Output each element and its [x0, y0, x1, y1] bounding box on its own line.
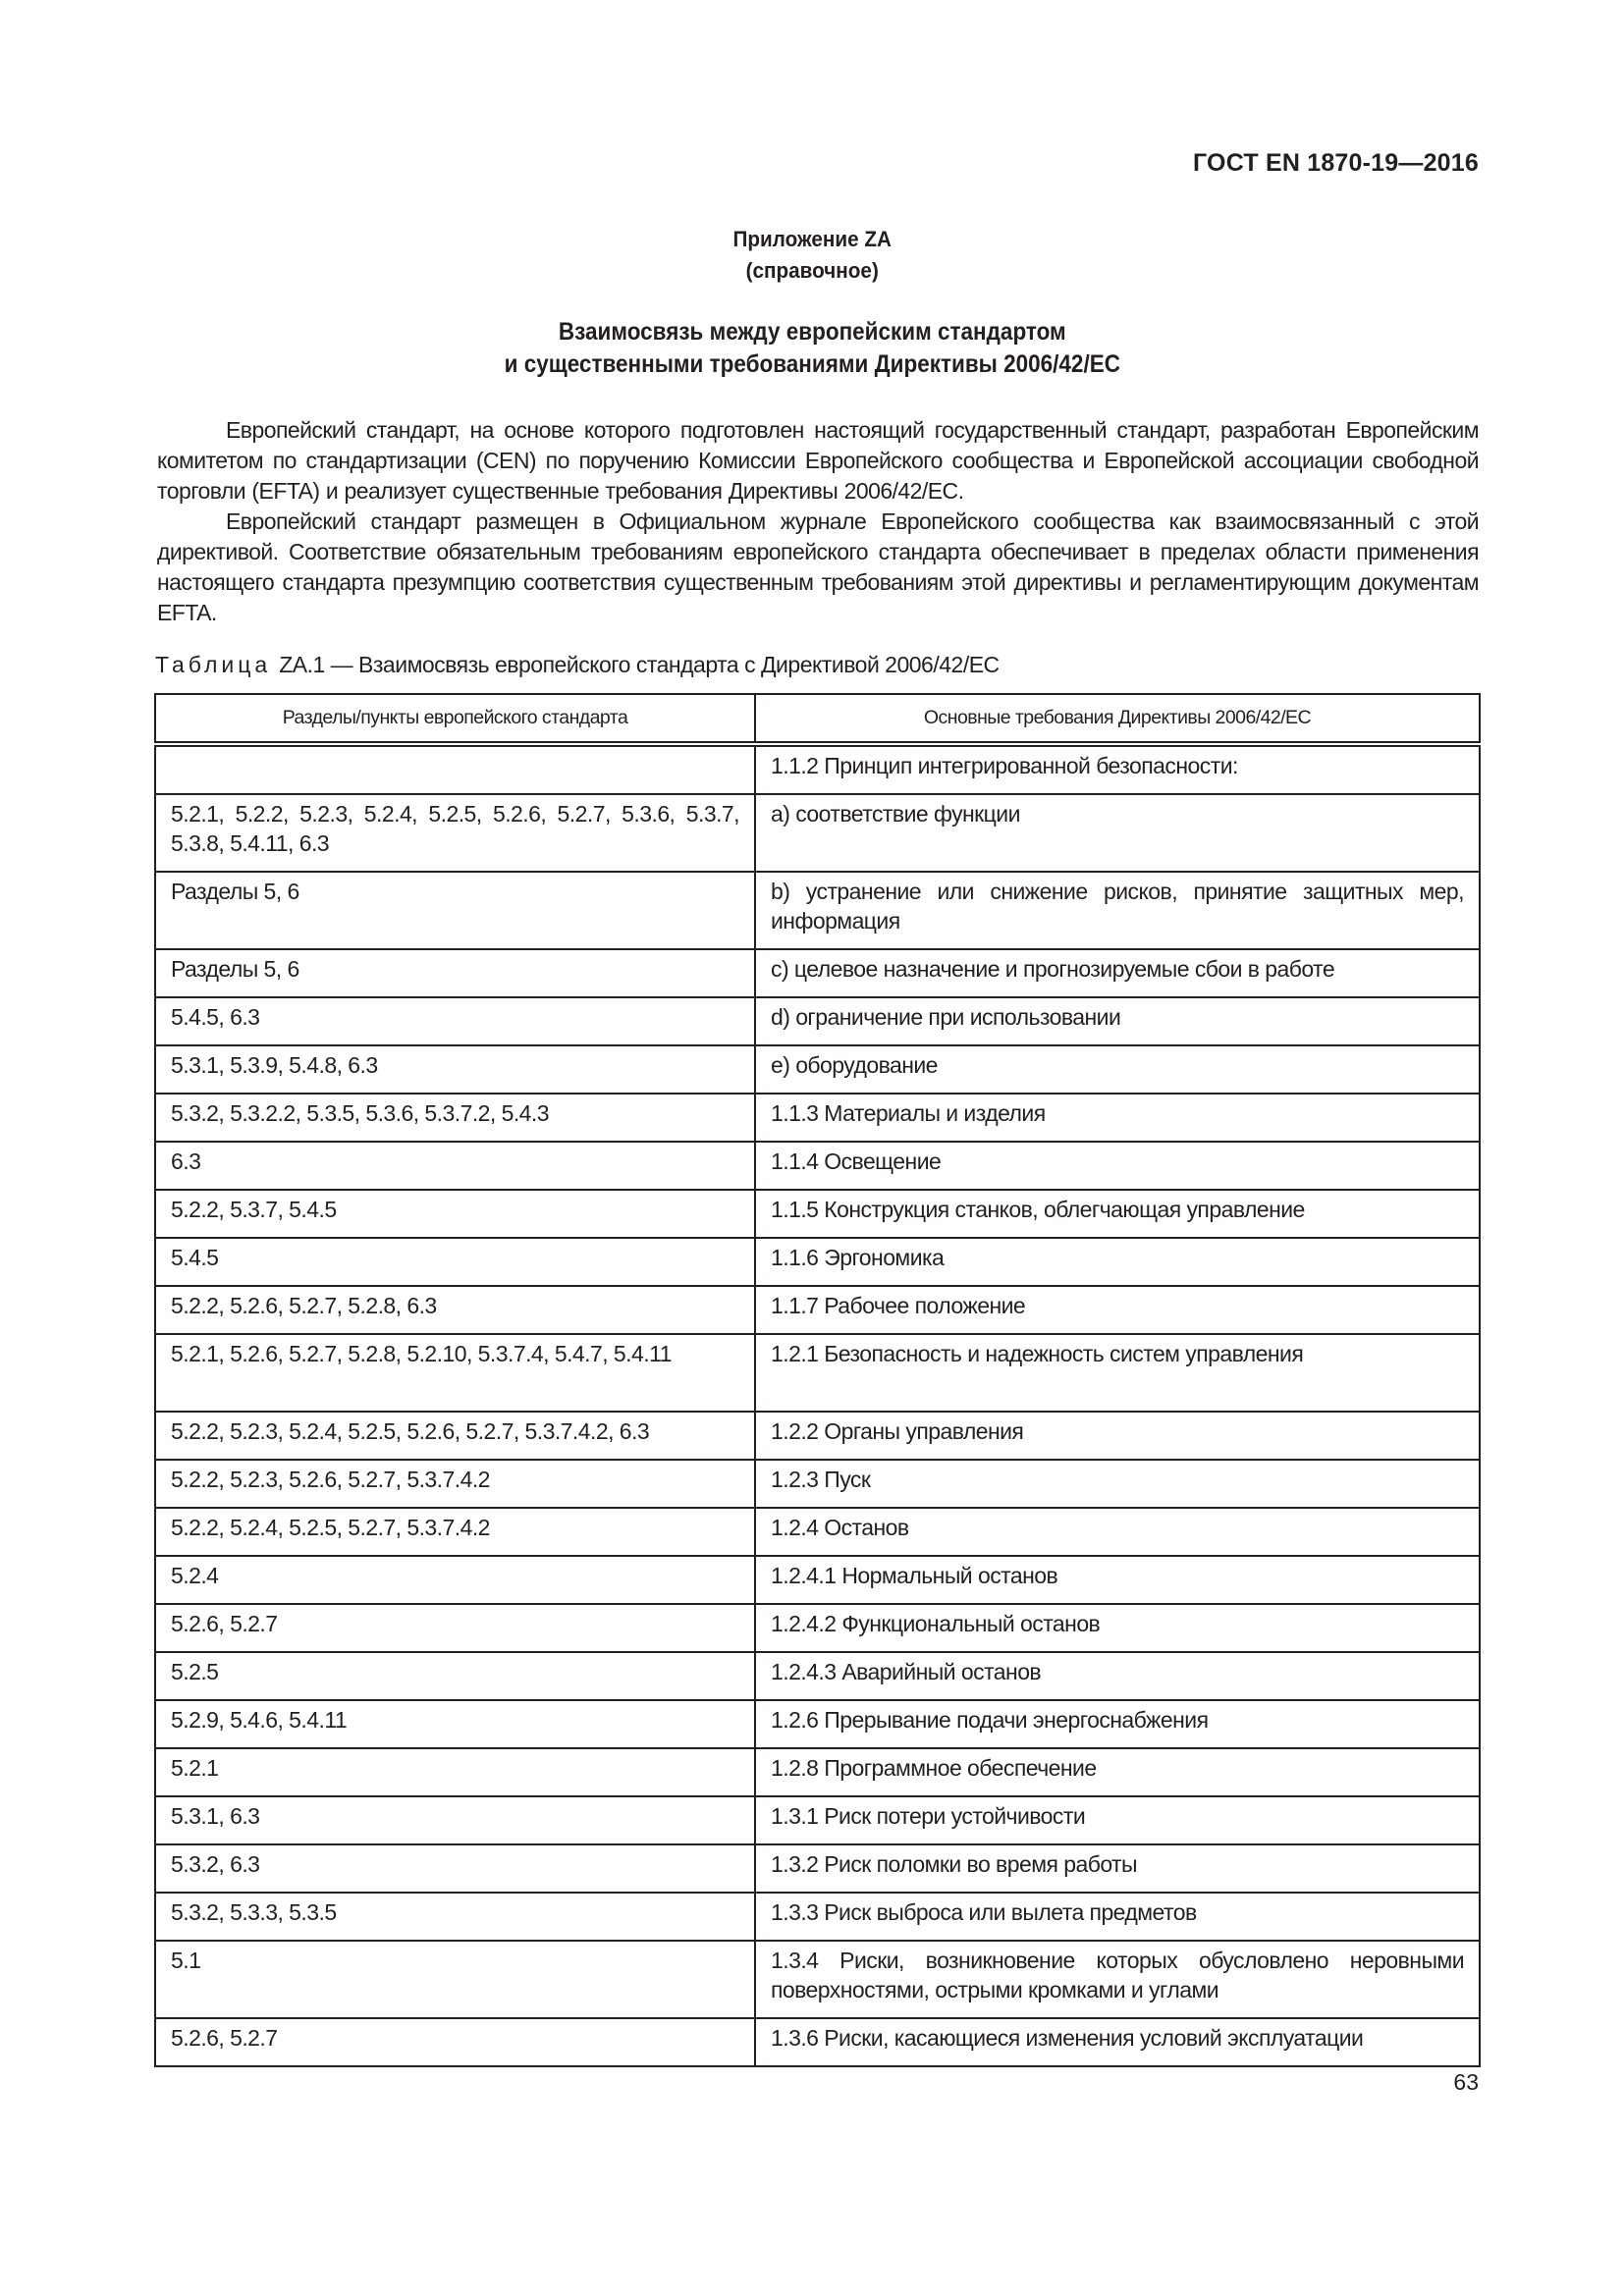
- table-row: [155, 1190, 1480, 1238]
- clauses-cell: 5.2.1, 5.2.2, 5.2.3, 5.2.4, 5.2.5, 5.2.6, 5.2.7, 5.3.6, 5.3.7, 5.3.8, 5.4.11, 6.3: [155, 794, 755, 872]
- table-row: [155, 1604, 1480, 1652]
- paragraph: Европейский стандарт размещен в Официальном журнале Европейского сообщества как взаимосвязанный с этой директивой. Соответствие обязательным требованиям европейского стандарта обеспечивает в пределах области применения настоящего стандарта презумпцию соответствия существенным требованиям этой директивы и регламентирующим документам EFTA.: [157, 508, 1479, 625]
- table-row: [155, 1142, 1480, 1190]
- clauses-cell: 5.2.4: [155, 1556, 755, 1604]
- clauses-cell: 6.3: [155, 1142, 755, 1190]
- clauses-cell: 5.2.2, 5.2.3, 5.2.4, 5.2.5, 5.2.6, 5.2.7, 5.3.7.4.2, 6.3: [155, 1412, 755, 1460]
- clauses-cell: 5.3.2, 6.3: [155, 1844, 755, 1893]
- appendix-heading: [65, 224, 1559, 287]
- requirement-cell: 1.2.2 Органы управления: [755, 1412, 1480, 1460]
- requirement-cell: d) ограничение при использовании: [755, 997, 1480, 1045]
- requirement-cell: 1.1.4 Освещение: [755, 1142, 1480, 1190]
- clauses-cell: Разделы 5, 6: [155, 949, 755, 997]
- requirement-cell: 1.2.4 Останов: [755, 1508, 1480, 1556]
- clauses-cell: 5.2.2, 5.2.4, 5.2.5, 5.2.7, 5.3.7.4.2: [155, 1508, 755, 1556]
- requirement-cell: 1.2.4.1 Нормальный останов: [755, 1556, 1480, 1604]
- requirement-cell: а) соответствие функции: [755, 794, 1480, 872]
- table-row: [155, 997, 1480, 1045]
- table-row: [155, 1045, 1480, 1094]
- requirement-cell: 1.3.4 Риски, возникновение которых обусловлено неровными поверхностями, острыми кромками и углами: [755, 1941, 1480, 2018]
- table-body: [155, 744, 1480, 2066]
- section-title-line-2: и существенными требованиями Директивы 2006/42/ЕС: [504, 350, 1120, 378]
- table-caption-label: Таблица: [155, 652, 272, 677]
- clauses-cell: 5.2.2, 5.2.3, 5.2.6, 5.2.7, 5.3.7.4.2: [155, 1460, 755, 1508]
- appendix-label: Приложение ZA: [732, 227, 892, 251]
- requirement-cell: 1.2.8 Программное обеспечение: [755, 1748, 1480, 1796]
- table-row: [155, 1508, 1480, 1556]
- clauses-cell: Разделы 5, 6: [155, 872, 755, 949]
- requirement-cell: 1.1.2 Принцип интегрированной безопасности:: [755, 744, 1480, 794]
- table-row: [155, 949, 1480, 997]
- paragraph: Европейский стандарт, на основе которого подготовлен настоящий государственный стандарт, разработан Европейским комитетом по стандартизации (CEN) по поручению Комиссии Европейского сообщества и Европейской ассоциации свободной торговли (EFTA) и реализует существенные требования Директивы 2006/42/ЕС.: [157, 417, 1479, 504]
- requirement-cell: 1.1.5 Конструкция станков, облегчающая управление: [755, 1190, 1480, 1238]
- body-text: [157, 415, 1479, 628]
- clauses-cell: 5.2.9, 5.4.6, 5.4.11: [155, 1700, 755, 1748]
- clauses-cell: 5.1: [155, 1941, 755, 2018]
- requirement-cell: b) устранение или снижение рисков, принятие защитных мер, информация: [755, 872, 1480, 949]
- table-header-row: [155, 694, 1480, 744]
- table-row: [155, 794, 1480, 872]
- table-row: [155, 1412, 1480, 1460]
- clauses-cell: [155, 744, 755, 794]
- requirement-cell: 1.1.7 Рабочее положение: [755, 1286, 1480, 1334]
- section-title-line-1: Взаимосвязь между европейским стандартом: [558, 318, 1066, 346]
- table-row: [155, 1893, 1480, 1941]
- table-row: [155, 1796, 1480, 1844]
- clauses-cell: 5.2.1, 5.2.6, 5.2.7, 5.2.8, 5.2.10, 5.3.7.4, 5.4.7, 5.4.11: [155, 1334, 755, 1412]
- column-header-clauses: Разделы/пункты европейского стандарта: [155, 694, 755, 744]
- table-row: [155, 1094, 1480, 1142]
- clauses-cell: 5.2.5: [155, 1652, 755, 1700]
- requirement-cell: 1.2.6 Прерывание подачи энергоснабжения: [755, 1700, 1480, 1748]
- table-row: [155, 1460, 1480, 1508]
- correspondence-table: [154, 693, 1481, 2067]
- document-code: ГОСТ EN 1870-19—2016: [1193, 149, 1479, 177]
- table-row: [155, 1844, 1480, 1893]
- table-row: [155, 1941, 1480, 2018]
- table-row: [155, 1238, 1480, 1286]
- clauses-cell: 5.3.2, 5.3.3, 5.3.5: [155, 1893, 755, 1941]
- column-header-requirements: Основные требования Директивы 2006/42/ЕС: [755, 694, 1480, 744]
- clauses-cell: 5.3.1, 6.3: [155, 1796, 755, 1844]
- clauses-cell: 5.3.1, 5.3.9, 5.4.8, 6.3: [155, 1045, 755, 1094]
- table-row: [155, 1652, 1480, 1700]
- table-row: [155, 1556, 1480, 1604]
- requirement-cell: 1.2.1 Безопасность и надежность систем управления: [755, 1334, 1480, 1412]
- table-caption-text: ZA.1 — Взаимосвязь европейского стандарта с Директивой 2006/42/ЕС: [279, 652, 1000, 677]
- table-row: [155, 744, 1480, 794]
- clauses-cell: 5.2.2, 5.2.6, 5.2.7, 5.2.8, 6.3: [155, 1286, 755, 1334]
- requirement-cell: 1.3.1 Риск потери устойчивости: [755, 1796, 1480, 1844]
- requirement-cell: 1.2.4.2 Функциональный останов: [755, 1604, 1480, 1652]
- table-row: [155, 1286, 1480, 1334]
- table-row: [155, 1700, 1480, 1748]
- clauses-cell: 5.2.6, 5.2.7: [155, 1604, 755, 1652]
- table-row: [155, 2018, 1480, 2066]
- requirement-cell: 1.3.6 Риски, касающиеся изменения условий эксплуатации: [755, 2018, 1480, 2066]
- table-caption: [155, 650, 1000, 680]
- appendix-type: (справочное): [745, 258, 879, 283]
- table-row: [155, 1334, 1480, 1412]
- requirement-cell: 1.3.3 Риск выброса или вылета предметов: [755, 1893, 1480, 1941]
- table-row: [155, 1748, 1480, 1796]
- requirement-cell: е) оборудование: [755, 1045, 1480, 1094]
- page-number: 63: [1453, 2069, 1479, 2095]
- table-row: [155, 872, 1480, 949]
- requirement-cell: с) целевое назначение и прогнозируемые сбои в работе: [755, 949, 1480, 997]
- clauses-cell: 5.2.2, 5.3.7, 5.4.5: [155, 1190, 755, 1238]
- clauses-cell: 5.4.5, 6.3: [155, 997, 755, 1045]
- requirement-cell: 1.1.3 Материалы и изделия: [755, 1094, 1480, 1142]
- requirement-cell: 1.2.3 Пуск: [755, 1460, 1480, 1508]
- requirement-cell: 1.1.6 Эргономика: [755, 1238, 1480, 1286]
- clauses-cell: 5.3.2, 5.3.2.2, 5.3.5, 5.3.6, 5.3.7.2, 5.4.3: [155, 1094, 755, 1142]
- section-title: [81, 316, 1543, 381]
- clauses-cell: 5.2.6, 5.2.7: [155, 2018, 755, 2066]
- clauses-cell: 5.4.5: [155, 1238, 755, 1286]
- requirement-cell: 1.2.4.3 Аварийный останов: [755, 1652, 1480, 1700]
- requirement-cell: 1.3.2 Риск поломки во время работы: [755, 1844, 1480, 1893]
- clauses-cell: 5.2.1: [155, 1748, 755, 1796]
